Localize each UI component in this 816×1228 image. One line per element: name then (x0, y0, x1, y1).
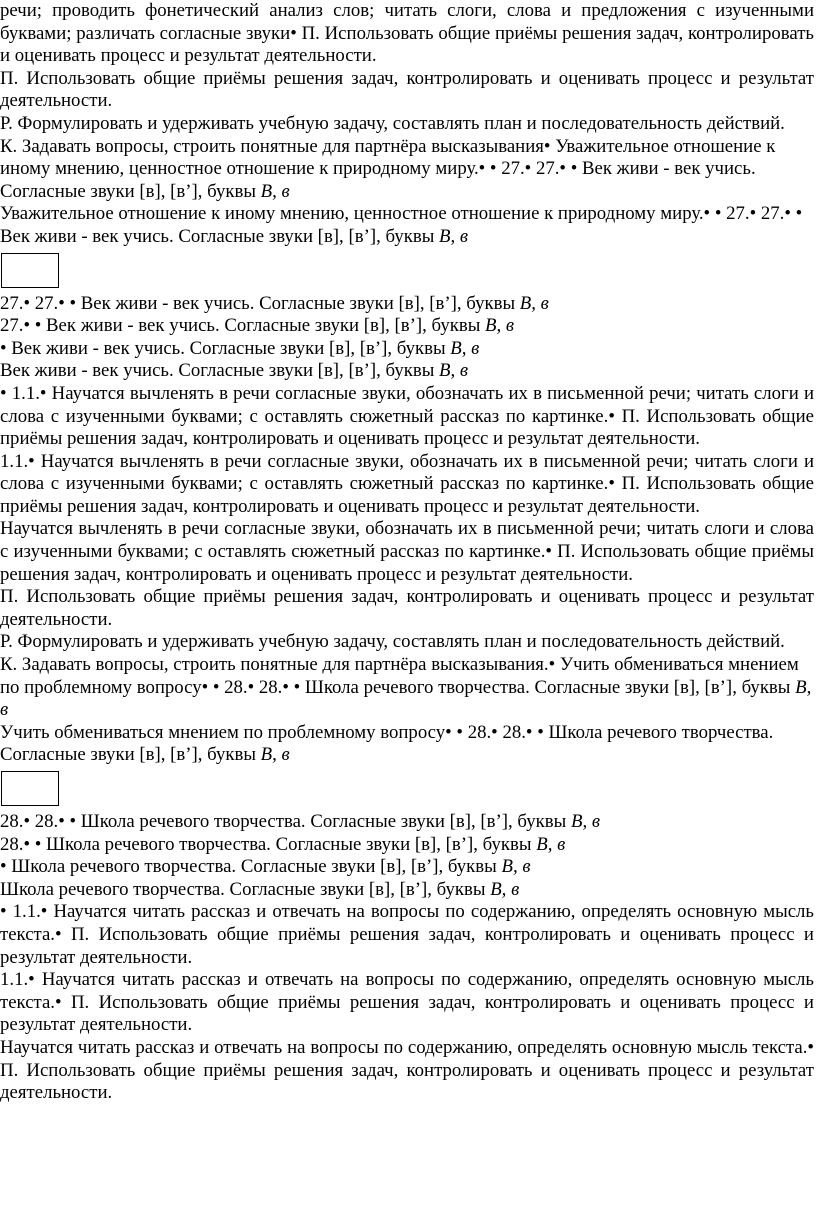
letter-label: В, в (519, 292, 549, 314)
paragraph-text: Школа речевого творчества. Согласные звуки [в], [в’], буквы (0, 878, 491, 900)
letter-label: В, в (536, 833, 566, 855)
text-paragraph (0, 631, 814, 654)
paragraph-text: Научатся читать рассказ и отвечать на вопросы по содержанию, определять основную мысль текста.• П. Использовать общие приёмы решения задач, контролировать и оценивать процесс и результат деятельности. (0, 1036, 814, 1104)
paragraph-text: 1.1.• Научатся читать рассказ и отвечать на вопросы по содержанию, определять основную мысль текста.• П. Использовать общие приёмы решения задач, контролировать и оценивать процесс и результат деятельности. (0, 969, 814, 1036)
text-paragraph (0, 338, 814, 361)
paragraph-text: К. Задавать вопросы, строить понятные для партнёра высказывания.• Учить обмениваться мнением по проблемному вопросу• • 28.• 28.• • Школа речевого творчества. Согласные звуки [в], [в’], буквы (0, 654, 799, 698)
text-paragraph (0, 856, 814, 879)
paragraph-text: Научатся вычленять в речи согласные звуки, обозначать их в письменной речи; читать слоги и слова с изученными буквами; с оставлять сюжетный рассказ по картинке.• П. Использовать общие приёмы решения задач, контролировать и оценивать процесс и результат деятельности. (0, 518, 814, 585)
paragraph-text: П. Использовать общие приёмы решения задач, контролировать и оценивать процесс и результат деятельности. (0, 67, 814, 112)
text-paragraph (0, 360, 814, 383)
text-paragraph (0, 901, 814, 969)
text-paragraph (0, 586, 814, 631)
text-paragraph (0, 1037, 814, 1105)
letter-label: В, в (439, 225, 469, 247)
paragraph-text: 28.• • Школа речевого творчества. Согласные звуки [в], [в’], буквы (0, 833, 537, 855)
text-paragraph (0, 879, 814, 902)
paragraph-text: речи; проводить фонетический анализ слов; читать слоги, слова и предложения с изученными буквами; различать согласные звуки• П. Использовать общие приёмы решения задач, контролировать и оценивать процесс и результат деятельности. (0, 0, 814, 67)
empty-box (1, 771, 59, 806)
empty-box (1, 253, 59, 288)
text-paragraph (0, 654, 814, 722)
letter-label: В, в (0, 676, 812, 721)
letter-label: В, в (485, 315, 515, 337)
paragraph-text: Век живи - век учись. Согласные звуки [в], [в’], буквы (0, 360, 440, 382)
letter-label: В, в (450, 337, 480, 359)
text-paragraph (0, 0, 814, 68)
text-paragraph (0, 203, 814, 248)
paragraph-text: Уважительное отношение к иному мнению, ценностное отношение к природному миру.• • 27.• 27.• • Век живи - век учись. Согласные звуки [в], [в’], буквы (0, 203, 803, 247)
text-paragraph (0, 722, 814, 767)
paragraph-text: • 1.1.• Научатся вычленять в речи согласные звуки, обозначать их в письменной речи; читать слоги и слова с изученными буквами; с оставлять сюжетный рассказ по картинке.• П. Использовать общие приёмы решения задач, контролировать и оценивать процесс и результат деятельности. (0, 382, 814, 450)
text-paragraph (0, 518, 814, 586)
paragraph-text: Р. Формулировать и удерживать учебную задачу, составлять план и последовательность действий. (0, 112, 785, 134)
letter-label: В, в (570, 811, 600, 832)
text-paragraph (0, 293, 814, 316)
paragraph-text: 27.• 27.• • Век живи - век учись. Согласные звуки [в], [в’], буквы (0, 292, 520, 314)
paragraph-text: • Век живи - век учись. Согласные звуки [в], [в’], буквы (0, 337, 451, 359)
text-paragraph (0, 136, 814, 204)
letter-label: В, в (501, 856, 531, 878)
text-paragraph (0, 68, 814, 113)
text-paragraph (0, 969, 814, 1037)
paragraph-text: 1.1.• Научатся вычленять в речи согласные звуки, обозначать их в письменной речи; читать слоги и слова с изученными буквами; с оставлять сюжетный рассказ по картинке.• П. Использовать общие приёмы решения задач, контролировать и оценивать процесс и результат деятельности. (0, 450, 814, 517)
text-paragraph (0, 383, 814, 451)
paragraph-text: 27.• • Век живи - век учись. Согласные звуки [в], [в’], буквы (0, 315, 486, 337)
text-paragraph (0, 834, 814, 857)
paragraph-text: П. Использовать общие приёмы решения задач, контролировать и оценивать процесс и результат деятельности. (0, 586, 814, 630)
paragraph-text: Учить обмениваться мнением по проблемному вопросу• • 28.• 28.• • Школа речевого творчества. Согласные звуки [в], [в’], буквы (0, 721, 774, 766)
letter-label: В, в (490, 878, 520, 900)
paragraph-text: • 1.1.• Научатся читать рассказ и отвечать на вопросы по содержанию, определять основную мысль текста.• П. Использовать общие приёмы решения задач, контролировать и оценивать процесс и результат деятельности. (0, 901, 814, 968)
text-paragraph (0, 315, 814, 338)
text-paragraph (0, 451, 814, 519)
letter-label: В, в (439, 360, 469, 382)
text-paragraph (0, 113, 814, 136)
paragraph-text: • Школа речевого творчества. Согласные звуки [в], [в’], буквы (0, 856, 502, 878)
paragraph-text: К. Задавать вопросы, строить понятные для партнёра высказывания• Уважительное отношение к иному мнению, ценностное отношение к природному миру.• • 27.• 27.• • Век живи - век учись. Согласные звуки [в], [в’], буквы (0, 135, 776, 202)
text-paragraph (0, 811, 814, 834)
paragraph-text: Р. Формулировать и удерживать учебную задачу, составлять план и последовательность действий. (0, 631, 785, 653)
paragraph-text: 28.• 28.• • Школа речевого творчества. Согласные звуки [в], [в’], буквы (0, 811, 571, 832)
letter-label: В, в (260, 744, 290, 766)
letter-label: В, в (260, 180, 290, 202)
